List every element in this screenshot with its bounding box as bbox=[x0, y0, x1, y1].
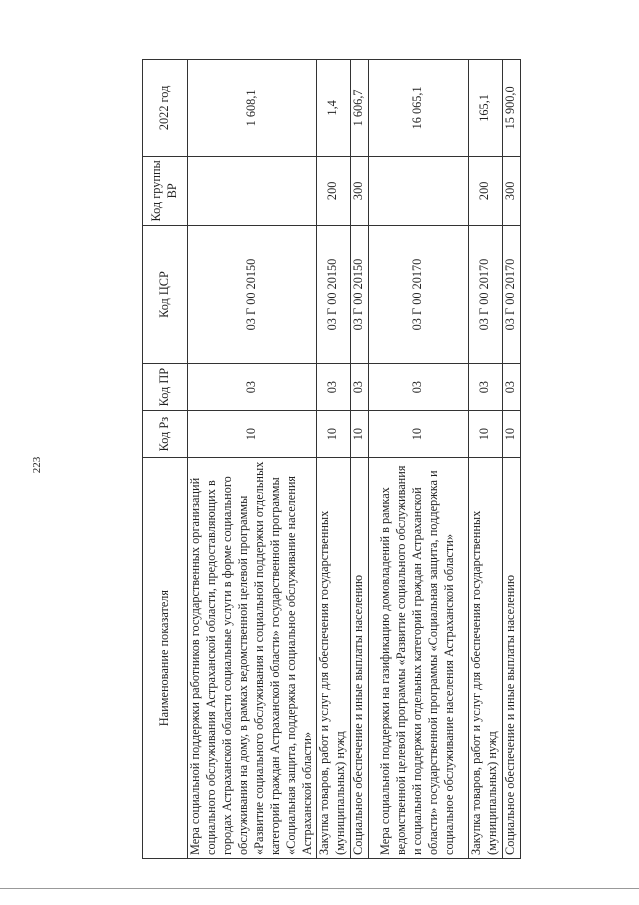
cell-pr: 03 bbox=[468, 364, 502, 411]
table-row bbox=[316, 60, 350, 859]
cell-rz: 10 bbox=[468, 411, 502, 458]
cell-pr: 03 bbox=[368, 364, 468, 411]
cell-year: 15 900,0 bbox=[502, 60, 520, 157]
cell-name: Мера социальной поддержки работников государственных организаций социального обслуживания Астраханской области, предоставляющих в городах Астраханской области социальные услуги в форме социального обслуживания на дому, в рамках ведомственной целевой программы «Развитие социального обслуживания и социальной поддержки отдельных категорий граждан Астраханской области» государственной программы «Социальная защита, поддержка и социальное обслуживание населения Астраханской области» bbox=[188, 458, 317, 859]
header-year: 2022 год bbox=[143, 60, 188, 157]
cell-year: 1 608,1 bbox=[188, 60, 317, 157]
table-rotation-layer bbox=[142, 59, 518, 859]
cell-year: 1,4 bbox=[316, 60, 350, 157]
page-number: 223 bbox=[31, 456, 43, 474]
cell-year: 1 606,7 bbox=[350, 60, 368, 157]
header-pr: Код ПР bbox=[143, 364, 188, 411]
cell-pr: 03 bbox=[316, 364, 350, 411]
cell-csr: 03 Г 00 20170 bbox=[368, 225, 468, 363]
cell-vr: 300 bbox=[502, 156, 520, 225]
table-row bbox=[188, 60, 317, 859]
cell-year: 16 065,1 bbox=[368, 60, 468, 157]
cell-name: Социальное обеспечение и иные выплаты населению bbox=[502, 458, 520, 859]
header-name: Наименование показателя bbox=[143, 458, 188, 859]
cell-name: Социальное обеспечение и иные выплаты населению bbox=[350, 458, 368, 859]
cell-pr: 03 bbox=[502, 364, 520, 411]
cell-pr: 03 bbox=[188, 364, 317, 411]
table-header-row bbox=[143, 60, 188, 859]
cell-name: Закупка товаров, работ и услуг для обеспечения государственных (муниципальных) нужд bbox=[316, 458, 350, 859]
cell-name: Закупка товаров, работ и услуг для обеспечения государственных (муниципальных) нужд bbox=[468, 458, 502, 859]
cell-csr: 03 Г 00 20150 bbox=[350, 225, 368, 363]
cell-vr: 200 bbox=[316, 156, 350, 225]
header-vr: Код группы ВР bbox=[143, 156, 188, 225]
cell-rz: 10 bbox=[502, 411, 520, 458]
cell-csr: 03 Г 00 20150 bbox=[316, 225, 350, 363]
table-row bbox=[368, 60, 468, 859]
cell-rz: 10 bbox=[188, 411, 317, 458]
cell-rz: 10 bbox=[350, 411, 368, 458]
cell-vr: 200 bbox=[468, 156, 502, 225]
cell-csr: 03 Г 00 20170 bbox=[468, 225, 502, 363]
table-row bbox=[468, 60, 502, 859]
page-bottom-rule bbox=[0, 888, 639, 889]
cell-year: 165,1 bbox=[468, 60, 502, 157]
cell-vr bbox=[368, 156, 468, 225]
cell-vr: 300 bbox=[350, 156, 368, 225]
cell-csr: 03 Г 00 20170 bbox=[502, 225, 520, 363]
table-row bbox=[350, 60, 368, 859]
header-csr: Код ЦСР bbox=[143, 225, 188, 363]
header-rz: Код Рз bbox=[143, 411, 188, 458]
budget-table bbox=[142, 59, 521, 859]
table-rotated-container bbox=[142, 59, 518, 859]
cell-vr bbox=[188, 156, 317, 225]
cell-pr: 03 bbox=[350, 364, 368, 411]
table-row bbox=[502, 60, 520, 859]
cell-csr: 03 Г 00 20150 bbox=[188, 225, 317, 363]
cell-name: Мера социальной поддержки на газификацию домовладений в рамках ведомственной целевой программы «Развитие социального обслуживания и социальной поддержки отдельных категорий граждан Астраханской области» государственной программы «Социальная защита, поддержка и социальное обслуживание населения Астраханской области» bbox=[368, 458, 468, 859]
cell-rz: 10 bbox=[368, 411, 468, 458]
cell-rz: 10 bbox=[316, 411, 350, 458]
